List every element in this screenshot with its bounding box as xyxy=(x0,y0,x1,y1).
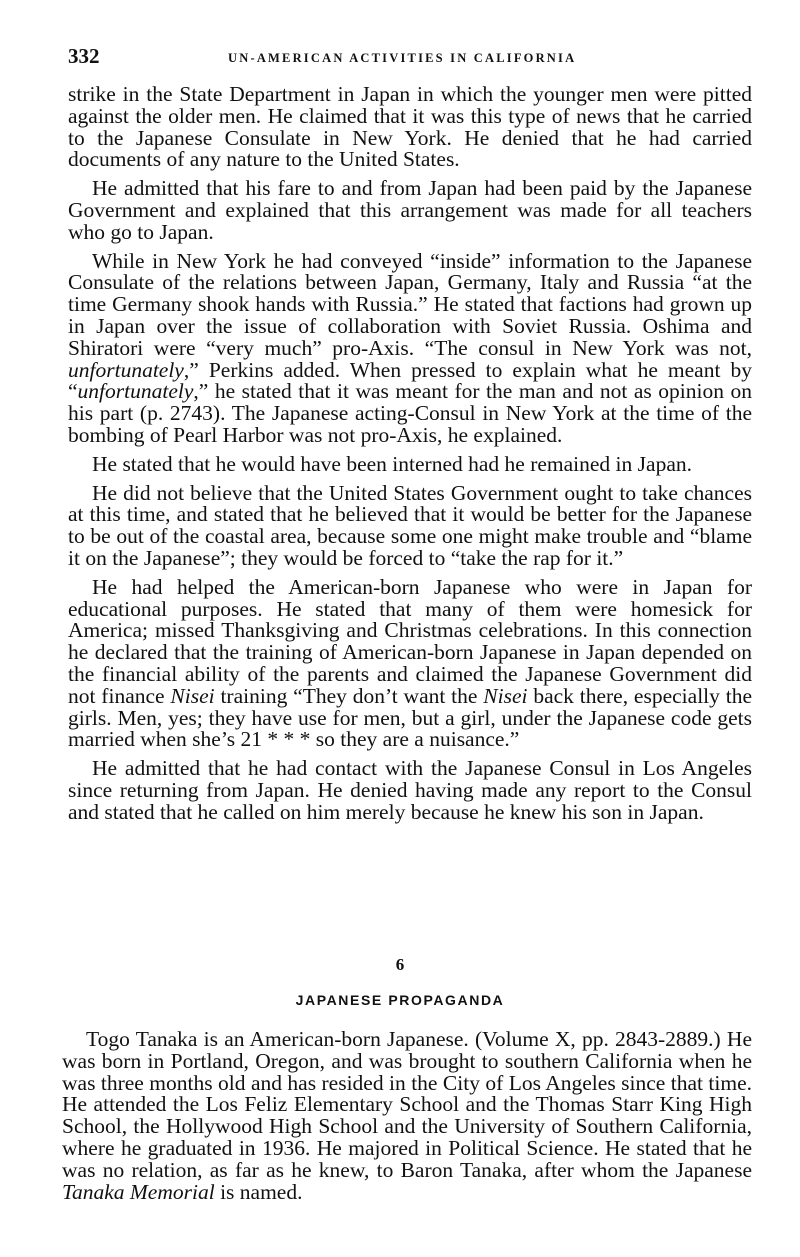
paragraph: Togo Tanaka is an American-born Japanese. (Volume X, pp. 2843-2889.) He was born in Portland, Oregon, and was brought to southern California when he was three months old and has resided in the City of Los Angeles since that time. He attended the Los Feliz Elementary School and the Thomas Starr King High School, the Hollywood High School and the University of Southern California, where he graduated in 1936. He majored in Political Science. He stated that he was no relation, as far as he knew, to Baron Tanaka, after whom the Japanese Tanaka Memorial is named. xyxy=(62,1027,752,1204)
running-head: UN-AMERICAN ACTIVITIES IN CALIFORNIA xyxy=(228,51,577,65)
paragraph: He stated that he would have been interned had he remained in Japan. xyxy=(92,451,692,476)
page-header xyxy=(68,38,758,68)
section-number: 6 xyxy=(395,955,405,974)
paragraph: strike in the State Department in Japan in which the younger men were pitted against the older men. He claimed that it was this type of news that he carried to the Japanese Consulate in New York. He denied that he had carried documents of any nature to the United States. xyxy=(68,82,752,172)
paragraph: He admitted that he had contact with the Japanese Consul in Los Angeles since returning from Japan. He denied having made any report to the Consul and stated that he called on him merely because he knew his son in Japan. xyxy=(68,756,752,824)
page-number: 332 xyxy=(68,44,100,68)
paragraph: He did not believe that the United States Government ought to take chances at this time, and stated that he believed that it would be better for the Japanese to be out of the coastal area, because some one might make trouble and “blame it on the Japanese”; they would be forced to “take the rap for it.” xyxy=(68,480,752,570)
paragraph: He had helped the American-born Japanese who were in Japan for educational purposes. He stated that many of them were homesick for America; missed Thanksgiving and Christmas celebrations. In this connection he declared that the training of American-born Japanese in Japan depended on the financial ability of the parents and claimed the Japanese Government did not finance Nisei training “They don’t want the Nisei back there, especially the girls. Men, yes; they have use for men, but a girl, under the Japanese code gets married when she’s 21 * * * so they are a nuisance.” xyxy=(68,574,752,752)
paragraph: While in New York he had conveyed “inside” information to the Japanese Consulate of the relations between Japan, Germany, Italy and Russia “at the time Germany shook hands with Russia.” He stated that factions had grown up in Japan over the issue of collaboration with Soviet Russia. Oshima and Shiratori were “very much” pro-Axis. “The consul in New York was not, unfortunately,” Perkins added. When pressed to explain what he meant by “unfortunately,” he stated that it was meant for the man and not as opinion on his part (p. 2743). The Japanese acting-Consul in New York at the time of the bombing of Pearl Harbor was not pro-Axis, he explained. xyxy=(68,248,752,447)
body-text xyxy=(68,84,752,831)
paragraph: He admitted that his fare to and from Japan had been paid by the Japanese Government and explained that this arrangement was made for all teachers who go to Japan. xyxy=(68,176,752,244)
section-text xyxy=(62,1029,752,1203)
section-title: JAPANESE PROPAGANDA xyxy=(295,992,505,1008)
